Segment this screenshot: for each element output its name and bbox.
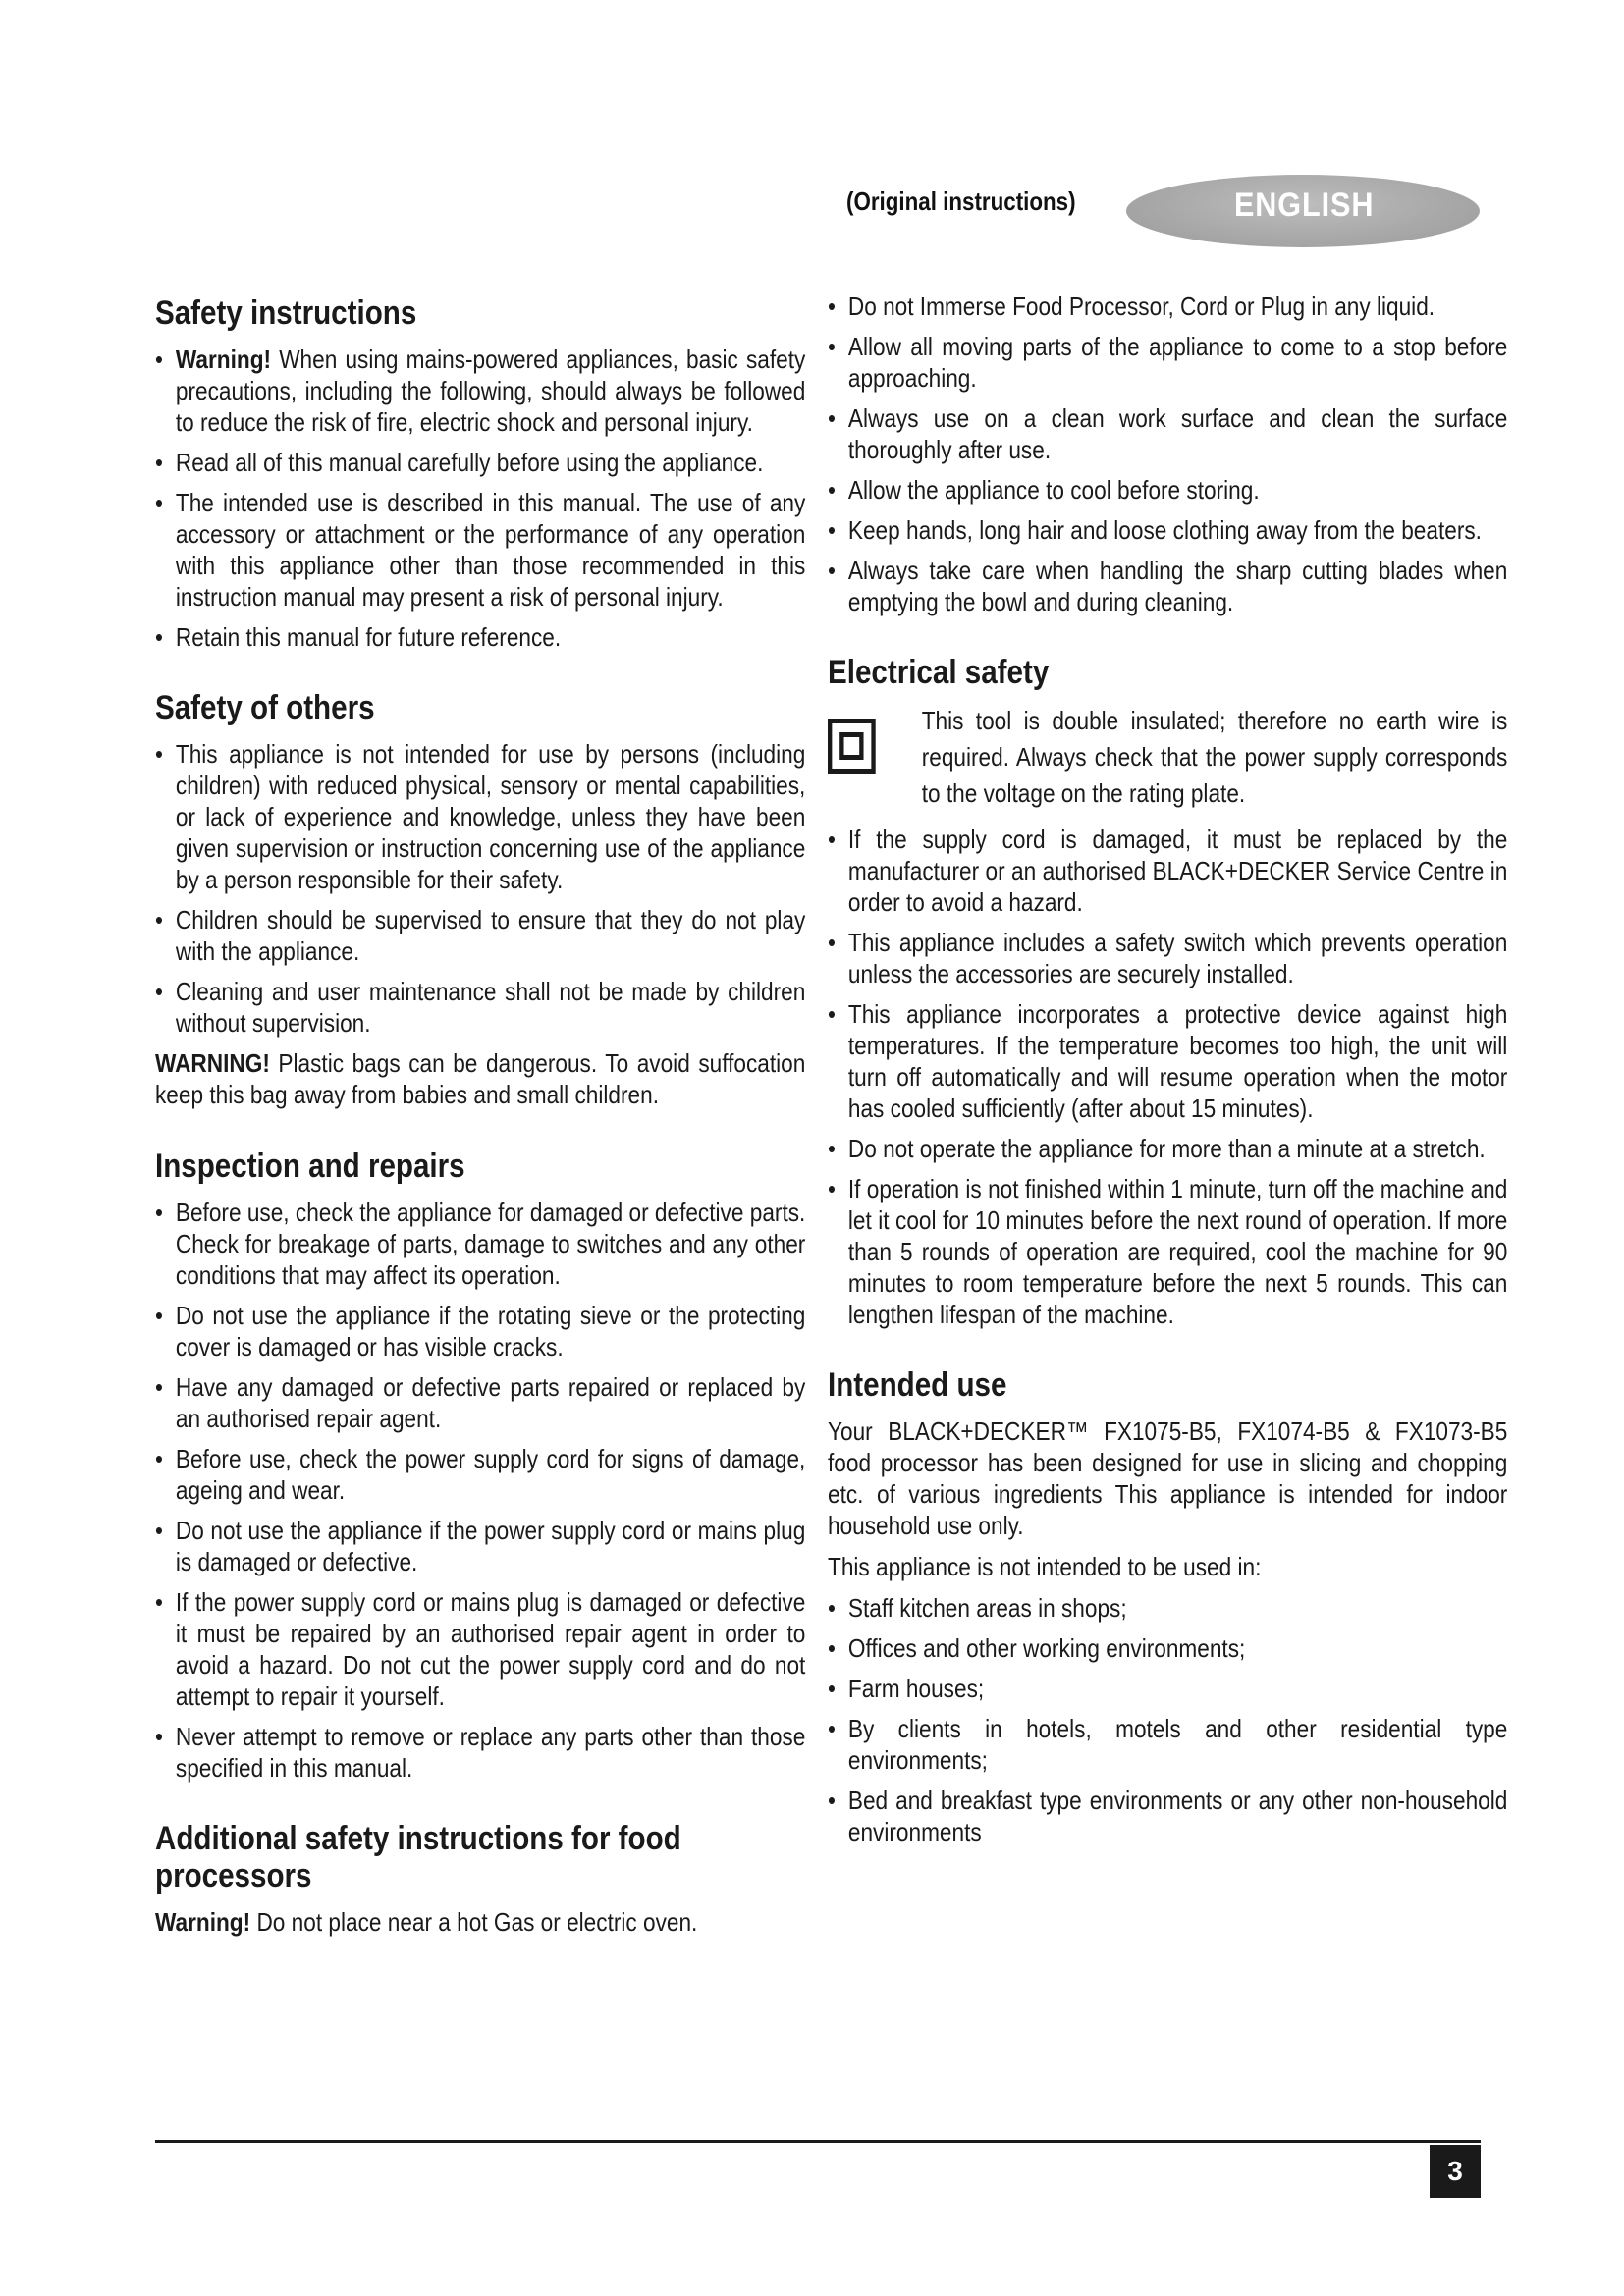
list-item: • Allow all moving parts of the appliance to come to a stop before approaching. — [828, 331, 1507, 394]
list-item: • Do not use the appliance if the rotating sieve or the protecting cover is damaged or has visible cracks. — [155, 1300, 805, 1362]
list-item: • By clients in hotels, motels and other residential type environments; — [828, 1713, 1507, 1776]
list-item: • Farm houses; — [828, 1673, 1507, 1704]
section-title: Safety of others — [155, 689, 375, 726]
double-insulation-icon — [828, 719, 876, 774]
list-item: • Read all of this manual carefully before using the appliance. — [155, 447, 805, 478]
safety-instructions-section — [155, 294, 805, 653]
double-insulation-note — [828, 703, 1507, 812]
safety-of-others-section — [155, 689, 805, 1110]
section-title: Intended use — [828, 1366, 1007, 1404]
list-item: • Children should be supervised to ensure that they do not play with the appliance. — [155, 904, 805, 967]
list-item: • If the power supply cord or mains plug is damaged or defective it must be repaired by an authorised repair agent in order to avoid a hazard. Do not cut the power supply cord and do not attempt to repair it yourself. — [155, 1586, 805, 1712]
list-item: • This appliance is not intended for use by persons (including children) with reduced physical, sensory or mental capabilities, or lack of experience and knowledge, unless they have been given supervision or instruction concerning use of the appliance by a person responsible for their safety. — [155, 738, 805, 895]
bullet-list — [828, 1592, 1507, 1847]
section-title: Additional safety instructions for food processors — [155, 1820, 681, 1895]
item-text: When using mains-powered appliances, basic safety precautions, including the following, should always be followed to reduce the risk of fire, electric shock and personal injury. — [175, 345, 806, 437]
language-label: ENGLISH — [1234, 187, 1375, 224]
bullet-list — [155, 344, 805, 653]
list-item: • Never attempt to remove or replace any parts other than those specified in this manual. — [155, 1721, 805, 1784]
list-item: • The intended use is described in this manual. The use of any accessory or attachment or the performance of any operation with this appliance other than those recommended in this instruction manual may present a risk of personal injury. — [155, 487, 805, 613]
list-item: • Do not use the appliance if the power supply cord or mains plug is damaged or defective. — [155, 1515, 805, 1577]
section-title: Inspection and repairs — [155, 1148, 465, 1185]
warning-label: WARNING! — [155, 1048, 270, 1078]
list-item: • Keep hands, long hair and loose clothing away from the beaters. — [828, 514, 1507, 546]
double-insulation-text: This tool is double insulated; therefore no earth wire is required. Always check that the power supply corresponds to the voltage on the rating plate. — [921, 706, 1508, 808]
list-item: • Always use on a clean work surface and clean the surface thoroughly after use. — [828, 402, 1507, 465]
page-number: 3 — [1430, 2145, 1481, 2198]
original-instructions-label: (Original instructions) — [846, 187, 1076, 216]
section-title: Electrical safety — [828, 654, 1050, 691]
electrical-safety-section — [828, 654, 1507, 1330]
list-item: • If the supply cord is damaged, it must be replaced by the manufacturer or an authorised BLACK+DECKER Service Centre in order to avoid a hazard. — [828, 824, 1507, 918]
list-item: • Staff kitchen areas in shops; — [828, 1592, 1507, 1624]
list-item: • Before use, check the power supply cord for signs of damage, ageing and wear. — [155, 1443, 805, 1506]
list-item: • Do not Immerse Food Processor, Cord or Plug in any liquid. — [828, 291, 1507, 322]
list-item: • Always take care when handling the sharp cutting blades when emptying the bowl and during cleaning. — [828, 555, 1507, 617]
intended-use-section — [828, 1366, 1507, 1847]
list-item: • Bed and breakfast type environments or any other non-household environments — [828, 1785, 1507, 1847]
inspection-repairs-section — [155, 1148, 805, 1784]
list-item: • Cleaning and user maintenance shall not be made by children without supervision. — [155, 976, 805, 1039]
list-item: • Do not operate the appliance for more than a minute at a stretch. — [828, 1133, 1507, 1164]
section-title: Safety instructions — [155, 294, 417, 332]
list-item: • Have any damaged or defective parts repaired or replaced by an authorised repair agent. — [155, 1371, 805, 1434]
additional-safety-list — [828, 291, 1507, 617]
list-item: • Allow the appliance to cool before storing. — [828, 474, 1507, 506]
intended-use-paragraph: This appliance is not intended to be used in: — [828, 1552, 1262, 1581]
warning-paragraph — [155, 1906, 805, 1938]
footer-rule — [155, 2140, 1481, 2143]
warning-paragraph — [155, 1047, 805, 1110]
list-item — [155, 344, 805, 438]
warning-text: Do not place near a hot Gas or electric oven. — [256, 1907, 698, 1937]
list-item: • If operation is not finished within 1 minute, turn off the machine and let it cool for 10 minutes before the next round of operation. If more than 5 rounds of operation are required, cool the machine for 90 minutes to room temperature before the next 5 rounds. This can lengthen lifespan of the machine. — [828, 1173, 1507, 1330]
list-item: • Retain this manual for future reference. — [155, 621, 805, 653]
right-column — [828, 291, 1507, 1856]
warning-label: Warning! — [175, 345, 272, 374]
additional-safety-section — [155, 1820, 805, 1938]
left-column — [155, 294, 805, 1948]
list-item: • Offices and other working environments; — [828, 1632, 1507, 1664]
warning-text: Plastic bags can be dangerous. To avoid suffocation keep this bag away from babies and small children. — [155, 1048, 806, 1109]
warning-label: Warning! — [155, 1907, 251, 1937]
bullet-list — [828, 824, 1507, 1330]
list-item: • This appliance incorporates a protective device against high temperatures. If the temperature becomes too high, the unit will turn off automatically and will resume operation when the motor has cooled sufficiently (after about 15 minutes). — [828, 998, 1507, 1124]
list-item: • This appliance includes a safety switch which prevents operation unless the accessories are securely installed. — [828, 927, 1507, 989]
bullet-list — [155, 1197, 805, 1784]
list-item: • Before use, check the appliance for damaged or defective parts. Check for breakage of parts, damage to switches and any other conditions that may affect its operation. — [155, 1197, 805, 1291]
intended-use-paragraph: Your BLACK+DECKER™ FX1075-B5, FX1074-B5 & FX1073-B5 food processor has been designed for use in slicing and chopping etc. of various ingredients This appliance is intended for indoor household use only. — [828, 1416, 1508, 1540]
bullet-list — [155, 738, 805, 1039]
